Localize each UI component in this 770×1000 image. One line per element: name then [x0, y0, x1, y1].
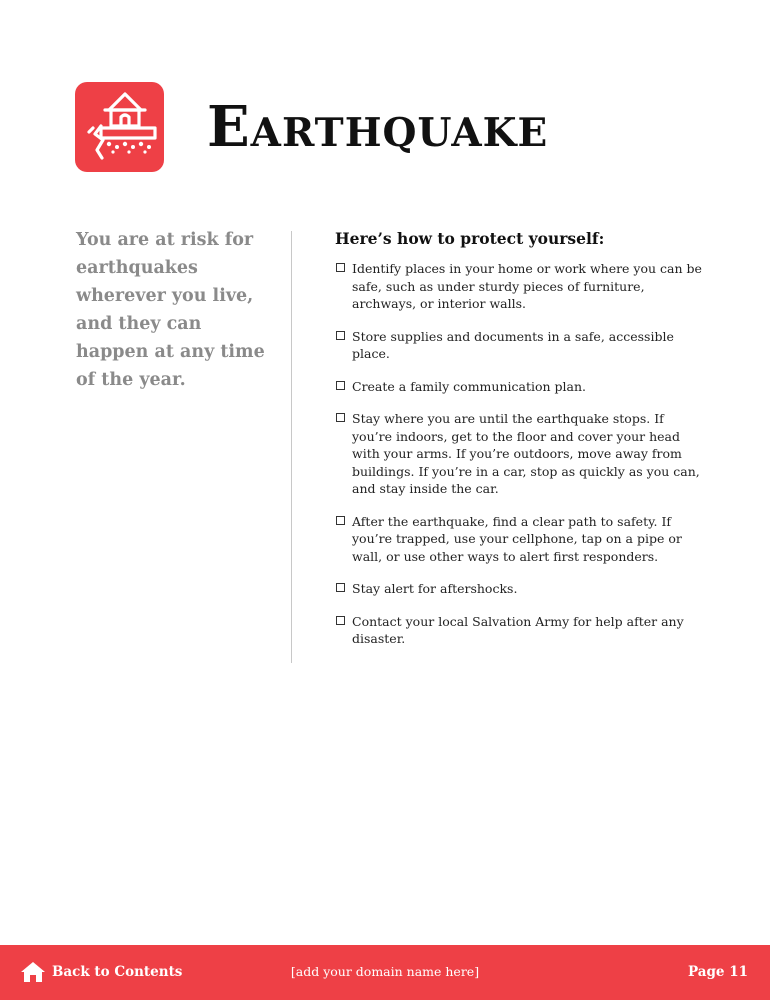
checklist-item: [335, 260, 705, 313]
checklist-item-text: Stay alert for aftershocks.: [352, 581, 518, 596]
checklist-item-text: Create a family communication plan.: [352, 378, 587, 394]
checkbox[interactable]: [336, 263, 345, 272]
checklist-item-text: Store supplies and documents in a safe, accessible place.: [352, 328, 674, 361]
page-title: Earthquake: [207, 94, 549, 160]
checklist-item: [335, 613, 705, 648]
checklist-item: [335, 378, 705, 396]
protect-checklist: [335, 260, 705, 648]
footer-bar: [0, 945, 770, 1000]
checklist-item: [335, 580, 705, 598]
checkbox[interactable]: [336, 331, 345, 340]
checkbox[interactable]: [336, 516, 345, 525]
checkbox[interactable]: [336, 583, 345, 592]
checkbox[interactable]: [336, 413, 345, 422]
house-cracked-ground-icon: [75, 82, 164, 172]
checklist-item: [335, 328, 705, 363]
protect-heading: Here’s how to protect yourself:: [335, 229, 605, 248]
checklist-item: [335, 513, 705, 566]
back-to-contents-label: Back to Contents: [52, 964, 183, 980]
page-number: Page 11: [687, 964, 748, 980]
checklist-item-text: Stay where you are until the earthquake stops. If you’re indoors, get to the floor and cover your head with your arms. If you’re outdoors, move away from buildings. If you’re in a car, stop as quickly as you can, and stay inside the car.: [352, 411, 700, 496]
checklist-item-text: After the earthquake, find a clear path to safety. If you’re trapped, use your cellphone, tap on a pipe or wall, or use other ways to alert first responders.: [352, 513, 682, 564]
checklist-item-text: Identify places in your home or work where you can be safe, such as under sturdy pieces of furniture, archways, or interior walls.: [352, 261, 702, 311]
checkbox[interactable]: [336, 616, 345, 625]
checkbox[interactable]: [336, 381, 345, 390]
checklist-item-text: Contact your local Salvation Army for help after any disaster.: [352, 613, 684, 646]
earthquake-icon-tile: [75, 82, 164, 172]
protect-section: [335, 226, 705, 663]
column-divider: [291, 231, 292, 663]
checklist-item: [335, 410, 705, 498]
domain-placeholder: [add your domain name here]: [290, 964, 480, 979]
intro-text: You are at risk for earthquakes wherever you live, and they can happen at any time of the year.: [76, 230, 265, 390]
